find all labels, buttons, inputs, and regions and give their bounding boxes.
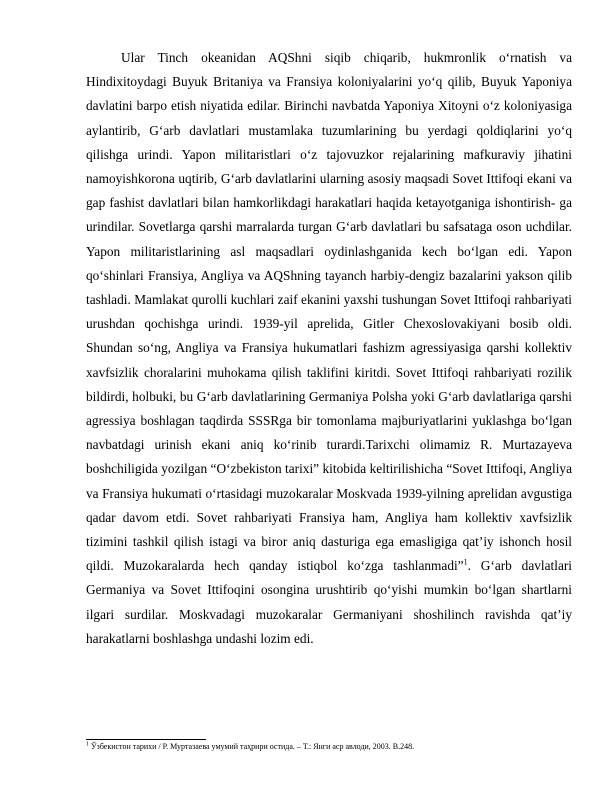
footnote [86,742,572,752]
page-body [86,46,572,651]
footnote-reference[interactable]: 1 [463,557,468,567]
footnote-separator [86,739,206,740]
footnote-marker: 1 [86,741,89,748]
footnote-text: Ўзбекистон тарихи / Р. Муртазаева умумий таҳрири остида. – Т.: Янги аср авлоди, 2003. B.248. [89,742,415,751]
paragraph-text-part-1: Ular Tinch okeanidan AQShni siqib chiqarib, hukmronlik o‘rnatish va Hindixitoydagi Buyuk Britaniya va Fransiya koloniyalarini yo‘q qilib, Buyuk Yaponiya davlatini barpo etish niyatida edilar. Birinchi navbatda Yaponiya Xitoyni o‘z koloniyasiga aylantirib, G‘arb davlatlari mustamlaka tuzumlarining bu yerdagi qoldiqlarini yo‘q qilishga urindi. Yapon militaristlari o‘z tajovuzkor rejalarining mafkuraviy jihatini namoyishkorona uqtirib, G‘arb davlatlarini ularning asosiy maqsadi Sovet Ittifoqi ekani va gap fashist davlatlari bilan hamkorlikdagi harakatlari haqida ketayotganiga ishontirish- ga urindilar. Sovetlarga qarshi marralarda turgan G‘arb davlatlari bu safsataga oson uchdilar. Yapon militaristlarining asl maqsadlari oydinlashganida kech bo‘lgan edi. Yapon qo‘shinlari Fransiya, Angliya va AQShning tayanch harbiy-dengiz bazalarini yakson qilib tashladi. Mamlakat qurolli kuchlari zaif ekanini yaxshi tushungan Sovet Ittifoqi rahbariyati urushdan qochishga urindi. 1939-yil aprelida, Gitler Chexoslovakiyani bosib oldi. Shundan so‘ng, Angliya va Fransiya hukumatlari fashizm agressiyasiga qarshi kollektiv xavfsizlik choralarini muhokama qilish taklifini kiritdi. Sovet Ittifoqi rahbariyati rozilik bildirdi, holbuki, bu G‘arb davlatlarining Germaniya Polsha yoki G‘arb davlatlariga qarshi agressiya boshlagan taqdirda SSSRga bir tomonlama majburiyatlarini yuklashga bo‘lgan navbatdagi urinish ekani aniq ko‘rinib turardi.Tarixchi olimamiz R. Murtazayeva boshchiligida yozilgan “O‘zbekiston tarixi” kitobida keltirilishicha “Sovet Ittifoqi, Angliya va Fransiya hukumati o‘rtasidagi muzokaralar Moskvada 1939-yilning aprelidan avgustiga qadar davom etdi. Sovet rahbariyati Fransiya ham, Angliya ham kollektiv xavfsizlik tizimini tashkil qilish istagi va biror aniq dasturiga ega emasligiga qat’iy ishonch hosil qildi. Muzokaralarda hech qanday istiqbol ko‘zga tashlanmadi” [86,50,572,574]
main-paragraph [86,46,572,651]
paragraph-text-part-2: . G‘arb davlatlari Germaniya va Sovet Ittifoqini osongina urushtirib qo‘yishi mumkin bo‘lgan shartlarni ilgari surdilar. Moskvadagi muzokaralar Germaniyani shoshilinch ravishda qat’iy harakatlarni boshlashga undashi lozim edi. [86,558,572,646]
